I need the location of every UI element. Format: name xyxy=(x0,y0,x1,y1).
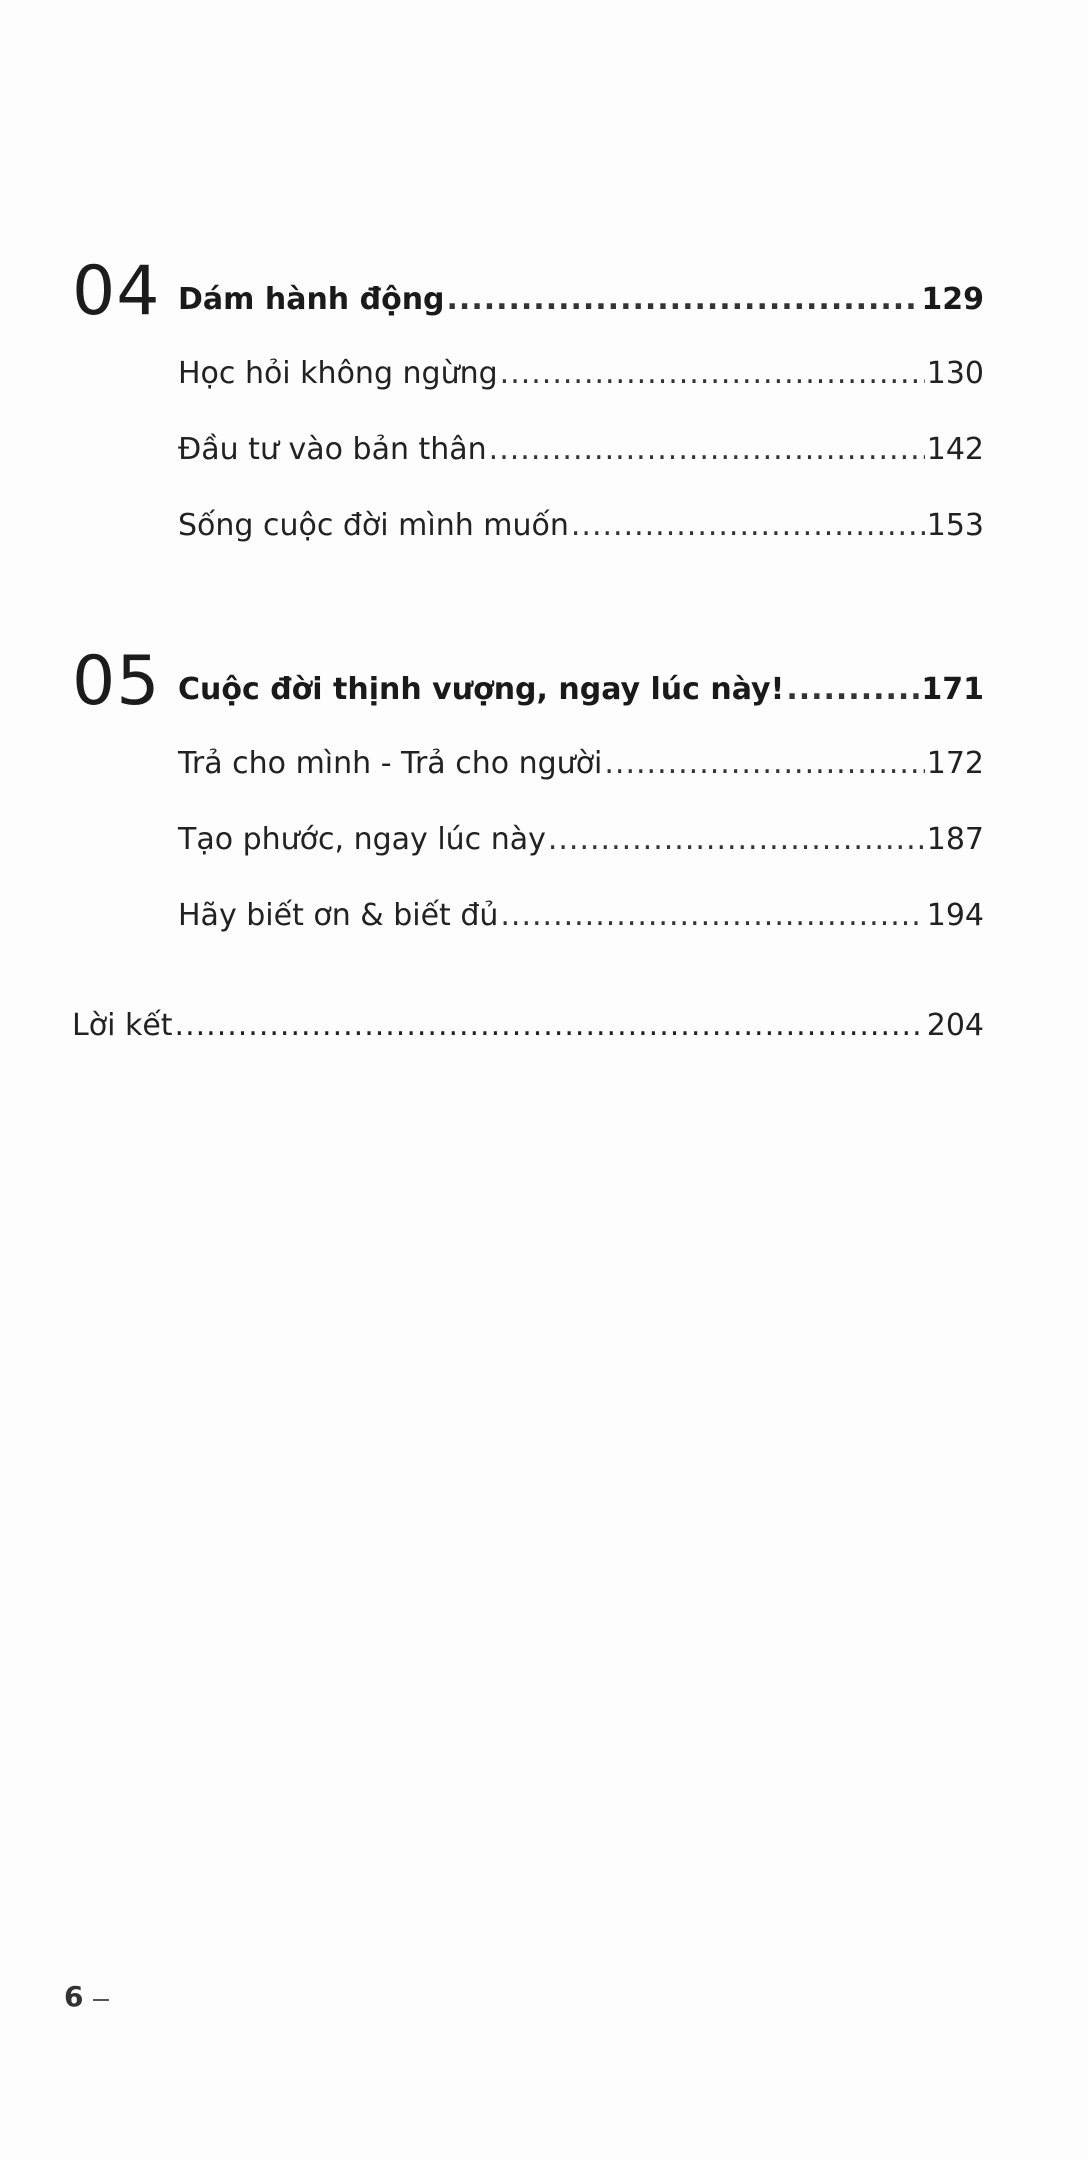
toc-entry-page: 171 xyxy=(921,672,984,707)
dot-leader xyxy=(604,744,924,784)
toc-entry-main[interactable] xyxy=(178,670,984,710)
toc-entry[interactable] xyxy=(178,430,984,470)
toc-entry-title: Học hỏi không ngừng xyxy=(178,356,498,391)
toc-entry-title: Tạo phước, ngay lúc này xyxy=(178,822,546,857)
toc-entry-title: Dám hành động xyxy=(178,282,445,317)
dot-leader xyxy=(786,670,919,710)
toc-entry-page: 142 xyxy=(926,432,984,467)
toc-entry[interactable] xyxy=(178,506,984,546)
toc-entry-title: Trả cho mình - Trả cho người xyxy=(178,746,603,781)
dot-leader xyxy=(571,506,925,546)
toc-entry-page: 129 xyxy=(921,282,984,317)
dot-leader xyxy=(548,820,925,860)
page-number-dash xyxy=(93,1999,109,2001)
chapter-number: 04 xyxy=(72,252,161,331)
toc-entry-title: Đầu tư vào bản thân xyxy=(178,432,487,467)
toc-entry-title: Cuộc đời thịnh vượng, ngay lúc này! xyxy=(178,672,785,707)
dot-leader xyxy=(500,354,925,394)
page-number-footer xyxy=(64,1980,109,2013)
toc-entry[interactable] xyxy=(178,744,984,784)
toc-entry-main[interactable] xyxy=(178,280,984,320)
chapter-05 xyxy=(72,642,984,948)
toc-entry-title: Hãy biết ơn & biết đủ xyxy=(178,898,499,933)
toc-entry-title: Sống cuộc đời mình muốn xyxy=(178,508,569,543)
chapter-number: 05 xyxy=(72,642,161,721)
chapter-04 xyxy=(72,252,984,558)
toc-entry-page: 172 xyxy=(926,746,984,781)
toc-entry-page: 204 xyxy=(926,1008,984,1043)
toc-entry-title: Lời kết xyxy=(72,1008,173,1043)
toc-entry-page: 194 xyxy=(926,898,984,933)
toc-entry-page: 130 xyxy=(926,356,984,391)
toc-entry[interactable] xyxy=(178,820,984,860)
dot-leader xyxy=(500,896,924,936)
toc-entry[interactable] xyxy=(178,896,984,936)
dot-leader xyxy=(447,280,920,320)
dot-leader xyxy=(175,1006,925,1046)
page-number: 6 xyxy=(64,1980,84,2013)
toc-entry-epilogue[interactable] xyxy=(72,1006,984,1046)
toc-entry[interactable] xyxy=(178,354,984,394)
toc-entry-page: 153 xyxy=(926,508,984,543)
toc-entry-page: 187 xyxy=(926,822,984,857)
dot-leader xyxy=(489,430,925,470)
